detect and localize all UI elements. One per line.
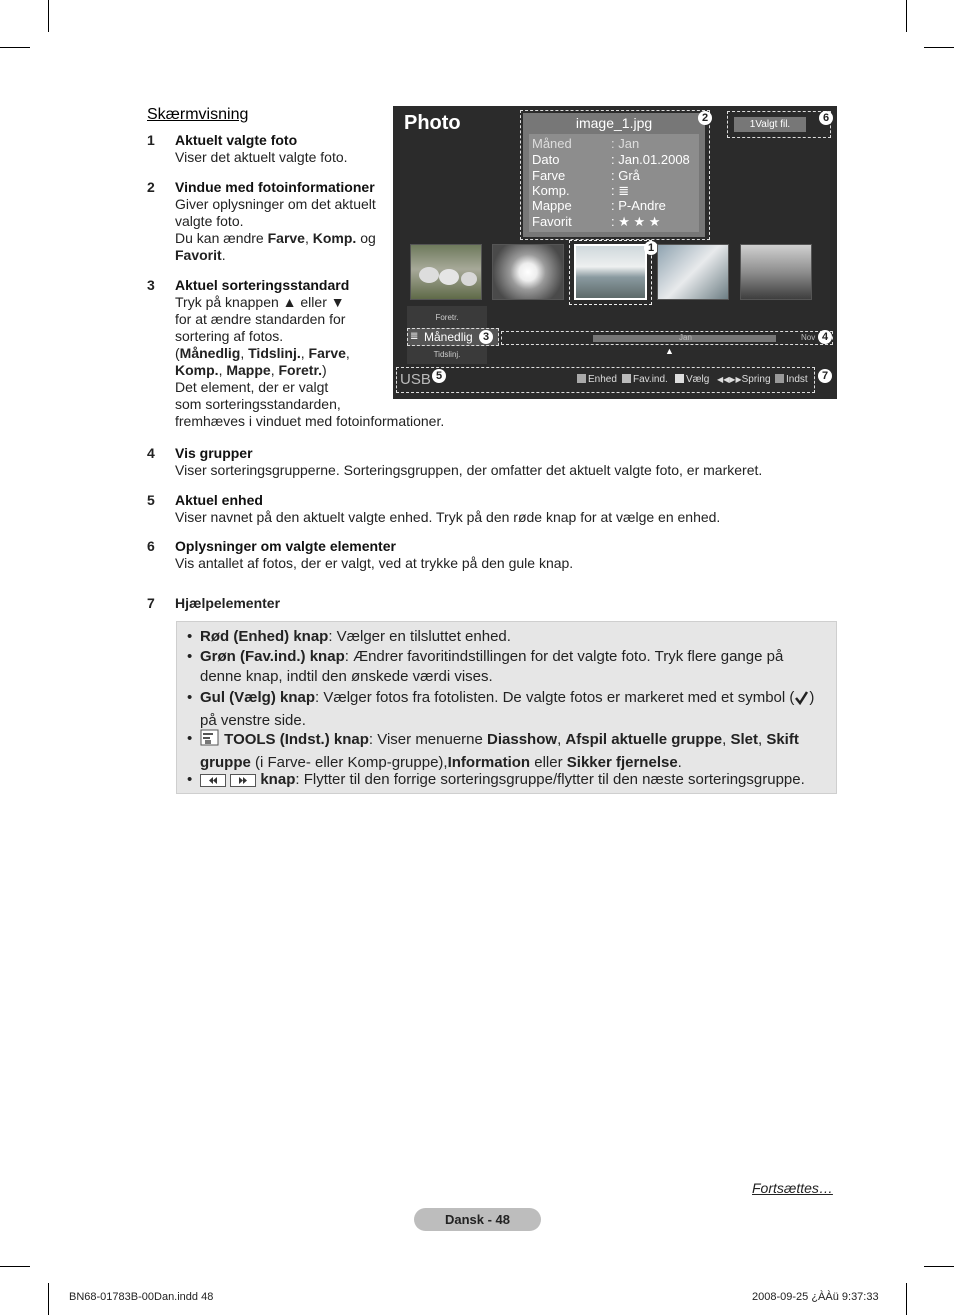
- crop-mark: [924, 47, 954, 48]
- callout-badge: 6: [819, 111, 833, 125]
- sort-next: Tidslinj.: [433, 350, 461, 359]
- photo-info-window: [523, 113, 705, 237]
- info-row: Dato : Jan.01.2008: [532, 152, 690, 167]
- file-name: image_1.jpg: [575, 115, 653, 131]
- crop-mark: [0, 47, 30, 48]
- crop-mark: [48, 0, 49, 32]
- callout-badge: 1: [644, 241, 658, 255]
- group-start-label: Jan: [679, 333, 692, 342]
- item-number: 1: [147, 132, 155, 148]
- continues-label: Fortsættes…: [752, 1180, 833, 1196]
- item-heading: Aktuel sorteringsstandard: [175, 277, 350, 293]
- red-button-icon: [577, 374, 586, 383]
- item-heading: Vis grupper: [175, 445, 253, 461]
- callout-badge: 2: [698, 111, 712, 125]
- item-text: Favorit.: [175, 247, 226, 263]
- rewind-button-icon: [200, 773, 226, 793]
- photo-thumbnail-mountain[interactable]: [657, 244, 729, 300]
- callout-badge: 3: [479, 330, 493, 344]
- item-text: Du kan ændre Farve, Komp. og: [175, 230, 376, 246]
- item-text: Viser sorteringsgrupperne. Sorteringsgruppen, der omfatter det aktuelt valgte foto, er markeret.: [175, 462, 763, 478]
- help-red[interactable]: Enhed: [577, 374, 617, 385]
- green-button-icon: [622, 374, 631, 383]
- photo-thumbnail-palm[interactable]: [740, 244, 812, 300]
- info-row: Favorit : ★ ★ ★: [532, 214, 661, 229]
- section-title: Skærmvisning: [147, 106, 249, 123]
- item-heading: Aktuel enhed: [175, 492, 263, 508]
- footer-filename: BN68-01783B-00Dan.indd 48: [69, 1291, 214, 1303]
- item-text: fremhæves i vinduet med fotoinformationer.: [175, 413, 445, 429]
- current-sort-standard[interactable]: ≣ Månedlig: [407, 328, 499, 346]
- item-text: Det element, der er valgt: [175, 379, 329, 395]
- page-number: Dansk - 48: [414, 1208, 541, 1231]
- crop-mark: [924, 1266, 954, 1267]
- photo-thumbnail-beach-selected[interactable]: [574, 244, 647, 300]
- composition-icon: ≣: [618, 183, 630, 198]
- help-elements-box: • Rød (Enhed) knap: Vælger en tilsluttet enhed. • Grøn (Fav.ind.) knap: Ændrer favoritindstillingen for det valgte foto. Tryk flere gange på denne knap, indtil den ønskede værdi vises. • Gul (Vælg) knap: Vælger fotos fra fotolisten. De valgte fotos er markeret med et symbol ( ) på venstre side. • TOOLS (Indst.) knap: Viser menuerne Diasshow, Afspil aktuelle gruppe, Slet, Skift gruppe (i Farve- eller Komp-gruppe),Information eller Sikker fjernelse. • knap: Flytter til den forrige sorteringsgruppe/flytter til den næste sorteringsgruppe.: [176, 621, 837, 794]
- item-heading: Vindue med fotoinformationer: [175, 179, 375, 195]
- crop-mark: [906, 0, 907, 32]
- tools-icon: [200, 729, 220, 753]
- info-table: [529, 134, 699, 232]
- list-icon: ≣: [410, 331, 419, 342]
- item-number: 7: [147, 595, 155, 611]
- footer-timestamp: 2008-09-25 ¿ÀÀü 9:37:33: [752, 1291, 879, 1303]
- selected-count: 1Valgt fil.: [734, 117, 806, 132]
- item-text: Giver oplysninger om det aktuelt: [175, 196, 376, 212]
- forward-button-icon: [230, 773, 256, 793]
- panel-title: Photo: [404, 112, 461, 134]
- help-tools[interactable]: Indst: [775, 374, 808, 385]
- item-text: Komp., Mappe, Foretr.): [175, 362, 327, 378]
- item-heading: Hjælpelementer: [175, 595, 281, 611]
- checkmark-icon: [794, 690, 809, 711]
- item-number: 2: [147, 179, 155, 195]
- item-7: [147, 595, 281, 611]
- item-text: sortering af fotos.: [175, 328, 284, 344]
- photo-thumbnail-sheep[interactable]: [410, 244, 482, 300]
- item-text: som sorteringsstandarden,: [175, 396, 341, 412]
- item-number: 6: [147, 538, 155, 554]
- callout-badge: 4: [818, 330, 832, 344]
- item-number: 4: [147, 445, 155, 461]
- item-text: Viser det aktuelt valgte foto.: [175, 149, 348, 165]
- info-row: Komp. : ≣: [532, 183, 630, 198]
- photo-thumbnail-flower[interactable]: [492, 244, 564, 300]
- sort-prev: Foretr.: [435, 313, 459, 322]
- photo-screen-panel: [393, 106, 837, 399]
- item-text: Viser navnet på den aktuelt valgte enhed. Tryk på den røde knap for at vælge en enhed.: [175, 509, 721, 525]
- item-text: Tryk på knappen ▲ eller ▼: [175, 294, 345, 310]
- callout-badge: 7: [818, 369, 832, 383]
- sheep-image: [411, 245, 481, 299]
- group-end-label: Nov: [801, 333, 816, 342]
- help-green[interactable]: Fav.ind.: [622, 374, 668, 385]
- jump-button-icon: ◀◀▶▶: [717, 375, 742, 384]
- info-row: Måned : Jan: [532, 136, 640, 151]
- item-heading: Oplysninger om valgte elementer: [175, 538, 396, 554]
- help-yellow[interactable]: Vælg: [675, 374, 709, 385]
- item-heading: Aktuelt valgte foto: [175, 132, 298, 148]
- device-name[interactable]: USB: [400, 371, 431, 388]
- tools-button-icon: [775, 374, 784, 383]
- group-pointer-icon: ▲: [665, 346, 674, 356]
- callout-badge: 5: [432, 369, 446, 383]
- help-jump[interactable]: ◀◀▶▶Spring: [717, 374, 771, 385]
- crop-mark: [48, 1283, 49, 1315]
- item-text: valgte foto.: [175, 213, 244, 229]
- info-row: Mappe : P-Andre: [532, 198, 666, 213]
- item-number: 3: [147, 277, 155, 293]
- item-text: Vis antallet af fotos, der er valgt, ved at trykke på den gule knap.: [175, 555, 574, 571]
- item-text: for at ændre standarden for: [175, 311, 346, 327]
- info-row: Farve : Grå: [532, 168, 640, 183]
- crop-mark: [906, 1283, 907, 1315]
- item-text: (Månedlig, Tidslinj., Farve,: [175, 345, 350, 361]
- item-number: 5: [147, 492, 155, 508]
- yellow-button-icon: [675, 374, 684, 383]
- crop-mark: [0, 1266, 30, 1267]
